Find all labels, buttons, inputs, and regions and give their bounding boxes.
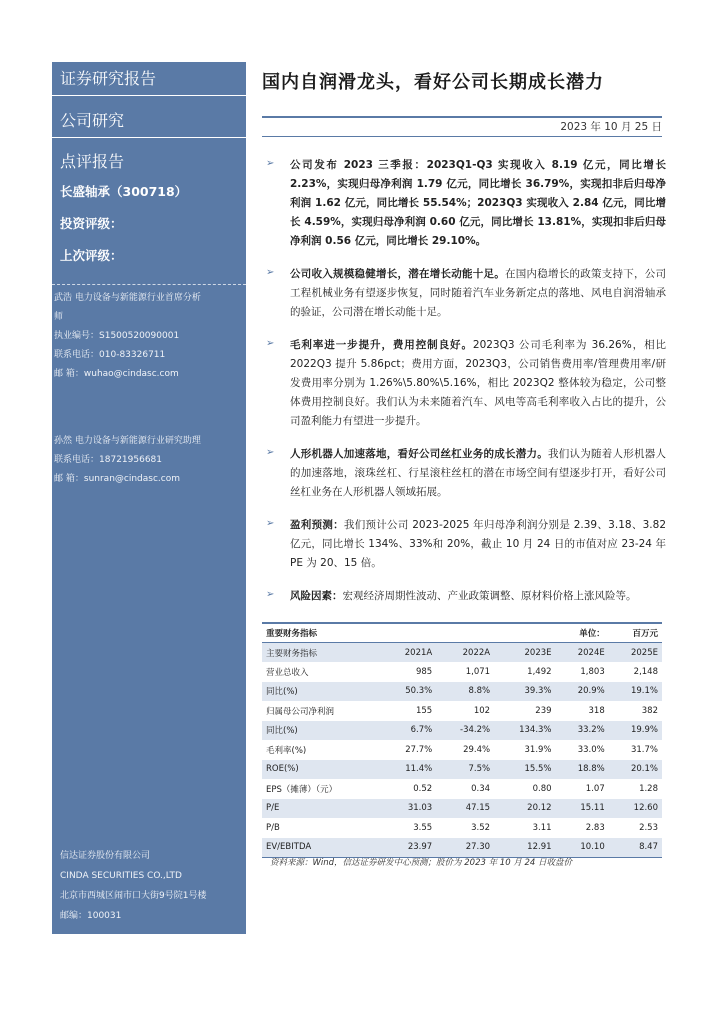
table-cell: 3.55 [413,822,433,833]
table-cell: 0.80 [532,783,552,794]
key-points [262,156,666,620]
row-label: 同比(%) [262,682,382,702]
cert-label: 执业编号： [54,331,100,341]
report-type: 证券研究报告 [52,62,246,96]
analyst-1 [52,289,246,384]
point-4-bold: 人形机器人加速落地，看好公司丝杠业务的成长潜力。 [290,448,548,460]
table-cell: 20.12 [494,799,555,819]
table-cell: 7.5% [436,760,494,780]
table-cell: 2,148 [633,666,658,677]
table-cell: 155 [415,705,433,716]
row-label: 同比(%) [262,721,382,741]
table-row [262,662,662,682]
sidebar-footer [60,846,206,926]
table-row [262,701,662,721]
email-label: 邮 箱： [54,369,84,379]
sidebar [52,62,246,934]
table-cell: 3.52 [471,822,491,833]
table-cell: 19.1% [609,682,662,702]
table-title: 重要财务指标 [262,623,556,643]
date-bar [262,116,662,136]
table-cell: 12.91 [494,838,555,858]
analyst-1-cert: S1500520090001 [99,331,180,341]
point-5-text: 我们预计公司 2023-2025 年归母净利润分别是 2.39、3.18、3.82 亿元，同比增长 134%、33%和 20%，截止 10 月 24 日的市值对应 23-24 年 PE 为 20、15 倍。 [290,519,667,569]
table-cell: 2.83 [585,822,605,833]
table-cell: 15.11 [556,799,609,819]
table-cell: 6.7% [382,721,436,741]
company-name: 长盛轴承（300718） [60,184,188,199]
point-1-bold: 公司发布 2023 三季报：2023Q1-Q3 实现收入 8.19 亿元，同比增长 2.23%，实现归母净利润 1.79 亿元，同比增长 36.79%，实现扣非后归母净利润 1.62 亿元，同比增长 55.54%；2023Q3 实现收入 2.84 亿元，同比增长 4.59%，实现归母净利润 0.60 亿元，同比增长 13.81%，实现扣非后归母净利润 0.56 亿元，同比增长 29.10%。 [290,159,666,247]
table-cell: 50.3% [382,682,436,702]
table-cell: 1.28 [639,783,658,794]
table-cell: 1,803 [580,666,605,677]
row-label: EV/EBITDA [262,838,382,858]
table-cell: 985 [415,666,433,677]
analyst-1-email[interactable]: wuhao@cindasc.com [83,369,179,379]
sidebar-divider [52,284,246,285]
date-divider [262,136,662,137]
table-row [262,721,662,741]
analyst-2-phone: 18721956681 [99,455,163,465]
arrow-icon: ➢ [266,589,275,600]
table-cell: 27.7% [405,744,433,755]
table-cell: 31.7% [630,744,658,755]
row-label: EPS（摊薄）（元） [266,784,338,795]
sub-category: 点评报告 [60,152,125,171]
analyst-1-title-cont: 师 [54,312,64,322]
prev-rating-label: 上次评级： [60,248,123,263]
table-cell: 29.4% [463,744,491,755]
table-row [262,760,662,780]
table-cell: 134.3% [494,721,555,741]
report-title: 国内自润滑龙头，看好公司长期成长潜力 [262,72,604,93]
row-label: 营业总收入 [266,667,309,678]
table-cell: 1.07 [585,783,605,794]
table-cell: 20.1% [609,760,662,780]
table-cell: 31.9% [524,744,552,755]
point-4 [262,445,666,502]
phone-label: 联系电话： [54,455,100,465]
point-2 [262,265,666,322]
table-header-row [262,643,662,663]
table-row [262,740,662,760]
table-row [262,779,662,799]
table-cell: 0.34 [471,783,491,794]
table-cell: 39.3% [494,682,555,702]
financial-table [262,622,662,858]
table-cell: 27.30 [436,838,494,858]
table-cell: 23.97 [382,838,436,858]
column-header: 2022A [436,643,494,663]
unit-value: 百万元 [609,623,662,643]
row-label: ROE(%) [262,760,382,780]
table-cell: 10.10 [556,838,609,858]
point-6-bold: 风险因素： [290,590,343,602]
unit-label: 单位： [556,623,609,643]
table-row [262,799,662,819]
column-header: 2025E [609,643,662,663]
point-4-text: 我们认为随着人形机器人的加速落地，滚珠丝杠、行星滚柱丝杠的潜在市场空间有望逐步打开，看好公司丝杠业务在人形机器人领域拓展。 [290,448,666,498]
table-cell: 33.2% [556,721,609,741]
table-cell: 11.4% [382,760,436,780]
table-cell: 1,071 [465,666,491,677]
point-5 [262,516,666,573]
table-cell: 19.9% [609,721,662,741]
table-cell: 47.15 [436,799,494,819]
point-2-text: 在国内稳增长的政策支持下，公司工程机械业务有望逐步恢复，同时随着汽车业务新定点的落地、风电自润滑轴承的验证，公司潜在增长动能十足。 [290,268,666,318]
point-6-text: 宏观经济周期性波动、产业政策调整、原材料价格上涨风险等。 [342,590,637,602]
table-cell: 8.8% [436,682,494,702]
row-label: 毛利率(%) [266,745,307,756]
table-cell: 8.47 [609,838,662,858]
firm-name-en: CINDA SECURITIES CO.,LTD [60,871,182,881]
firm-name-cn: 信达证券股份有限公司 [60,851,151,861]
table-source: 资料来源：Wind，信达证券研发中心预测；股价为 2023 年 10 月 24 日收盘价 [270,858,573,868]
table-cell: 2.53 [639,822,658,833]
table-cell: 239 [535,705,552,716]
table-row [262,838,662,858]
category: 公司研究 [52,104,246,138]
table-title-row [262,623,662,643]
table-cell: 33.0% [577,744,605,755]
table-row [262,818,662,838]
table-cell: 15.5% [494,760,555,780]
rating-label: 投资评级： [60,216,123,231]
table-cell: 382 [641,705,658,716]
point-5-bold: 盈利预测： [290,519,344,531]
table-cell: 12.60 [609,799,662,819]
table-row [262,682,662,702]
firm-address: 北京市西城区闹市口大街9号院1号楼 [60,891,207,901]
analyst-2-email[interactable]: sunran@cindasc.com [83,474,180,484]
analyst-1-phone: 010-83326711 [99,350,166,360]
table-cell: -34.2% [436,721,494,741]
arrow-icon: ➢ [266,338,275,349]
email-label: 邮 箱： [54,474,84,484]
phone-label: 联系电话： [54,350,100,360]
point-3-bold: 毛利率进一步提升，费用控制良好。 [290,339,473,351]
analyst-1-title: 武浩 电力设备与新能源行业首席分析 [54,293,201,303]
analyst-2-title: 孙然 电力设备与新能源行业研究助理 [54,436,201,446]
column-header: 2024E [556,643,609,663]
point-2-bold: 公司收入规模稳健增长，潜在增长动能十足。 [290,268,505,280]
table-cell: 18.8% [556,760,609,780]
table-cell: 102 [473,705,491,716]
table-cell: 318 [588,705,605,716]
point-1 [262,156,666,251]
arrow-icon: ➢ [266,267,275,278]
point-3 [262,336,666,431]
arrow-icon: ➢ [266,518,275,529]
row-label: P/E [262,799,382,819]
point-3-text: 2023Q3 公司毛利率为 36.26%，相比 2022Q3 提升 5.86pct；费用方面，2023Q3，公司销售费用率/管理费用率/研发费用率分别为 1.26%\5.80%\5.16%，相比 2023Q2 整体较为稳定，公司整体费用控制良好。我们认为未来随着汽车、风电等高毛利率收入占比的提升，公司盈利能力有望进一步提升。 [290,339,666,427]
analyst-2 [52,432,246,489]
point-6 [262,587,666,606]
column-header: 主要财务指标 [262,643,382,663]
table-cell: 0.52 [413,783,433,794]
firm-zip: 邮编：100031 [60,911,122,921]
table-cell: 31.03 [382,799,436,819]
row-label: P/B [266,822,280,833]
table-cell: 3.11 [532,822,552,833]
report-date: 2023 年 10 月 25 日 [560,121,662,133]
arrow-icon: ➢ [266,447,275,458]
column-header: 2021A [382,643,436,663]
row-label: 归属母公司净利润 [266,706,335,717]
table-cell: 20.9% [556,682,609,702]
arrow-icon: ➢ [266,158,275,169]
column-header: 2023E [494,643,555,663]
table-cell: 1,492 [527,666,552,677]
